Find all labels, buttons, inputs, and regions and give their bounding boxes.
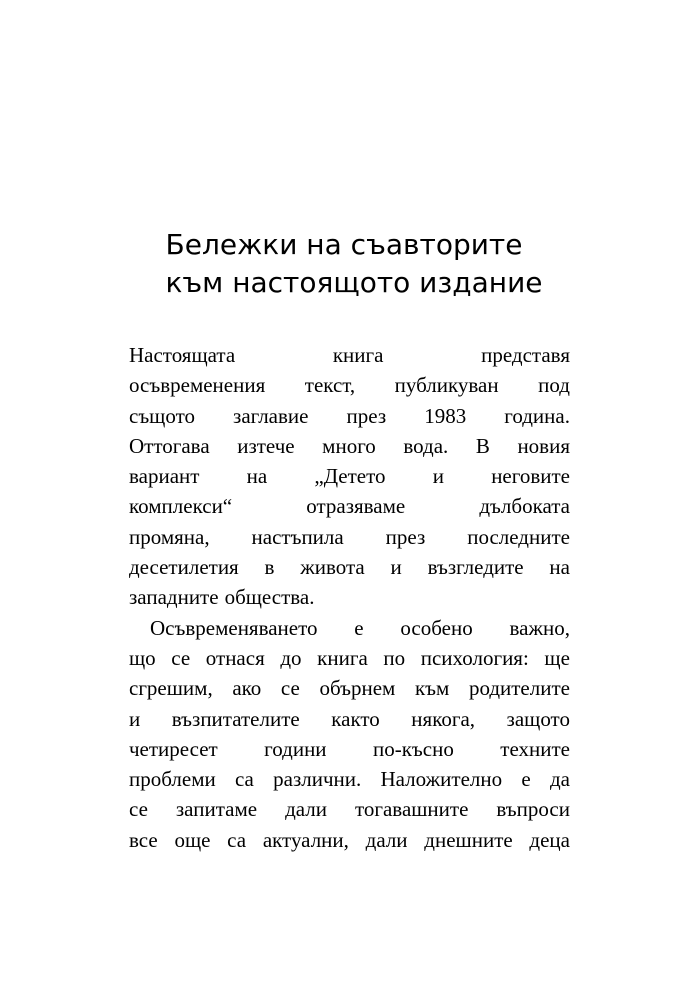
text-line: се запитаме дали тогавашните въпроси	[129, 797, 570, 822]
text-line: проблеми са различни. Наложително е да	[129, 767, 570, 792]
text-line: вариант на „Детето и неговите	[129, 464, 570, 489]
body-text	[129, 340, 570, 855]
text-line: осъвременения текст, публикуван под	[129, 373, 570, 398]
text-line: сгрешим, ако се обърнем към родителите	[129, 676, 570, 701]
text-line: комплекси“ отразяваме дълбоката	[129, 494, 570, 519]
text-line: и възпитателите както някога, защото	[129, 706, 570, 731]
text-line: Настоящата книга представя	[129, 343, 570, 367]
text-line: западните общества.	[129, 585, 315, 610]
title-line-2: към настоящото издание	[165, 266, 543, 299]
text-line: десетилетия в живота и възгледите на	[129, 555, 570, 580]
text-line: що се отнася до книга по психология: ще	[129, 645, 570, 670]
text-line: четиресет години по-късно техните	[129, 736, 570, 761]
page-title	[0, 226, 700, 302]
text-line: промяна, настъпила през последните	[129, 524, 570, 549]
text-line: все още са актуални, дали днешните деца	[129, 827, 570, 852]
title-line-1: Бележки на съавторите	[165, 228, 523, 261]
text-line: Оттогава изтече много вода. В новия	[129, 433, 570, 458]
paragraph-2	[129, 613, 570, 855]
text-line: Осъвременяването е особено важно,	[150, 615, 570, 640]
paragraph-1	[129, 340, 570, 613]
text-line: същото заглавие през 1983 година.	[129, 403, 570, 428]
